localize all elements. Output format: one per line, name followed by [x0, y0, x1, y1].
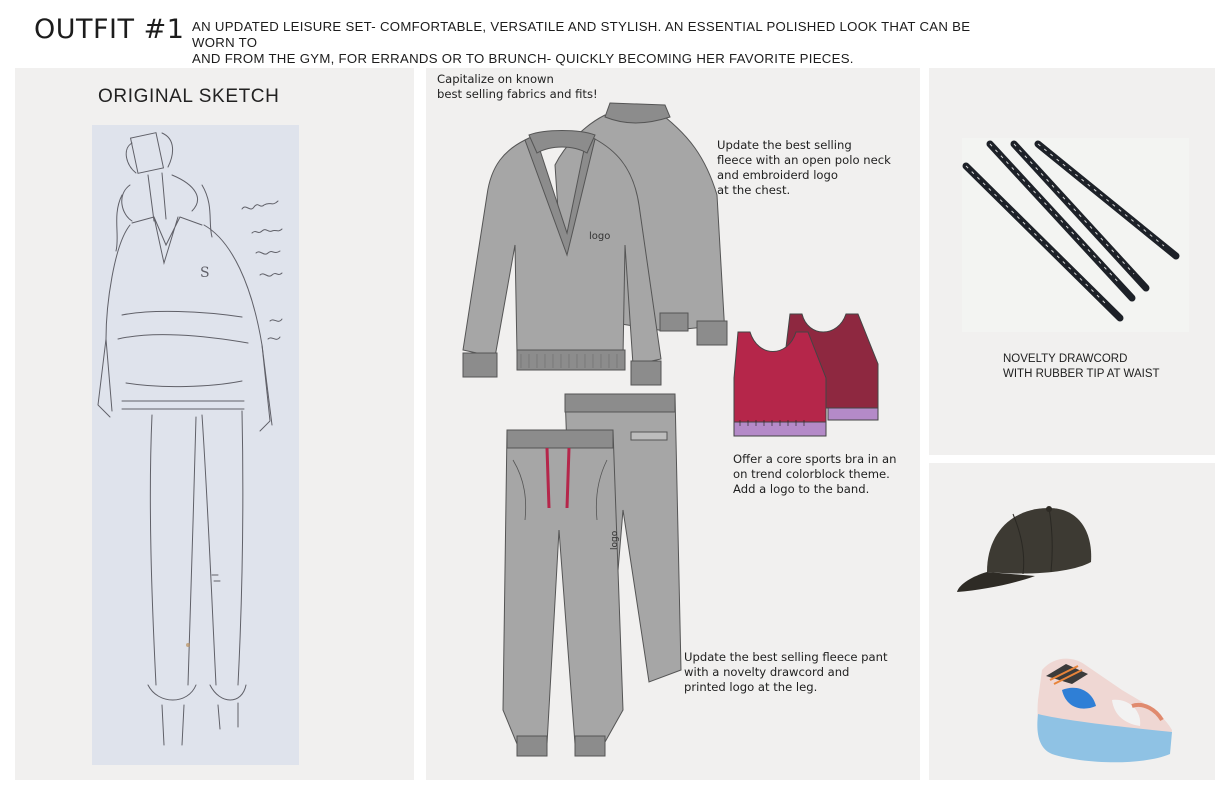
outfit-description — [192, 19, 1012, 67]
description-line-1: AN UPDATED LEISURE SET- COMFORTABLE, VERSATILE AND STYLISH. AN ESSENTIAL POLISHED LOOK THAT CAN BE WORN TO — [192, 19, 971, 50]
note-line: Add a logo to the band. — [733, 482, 870, 496]
sketch-title: ORIGINAL SKETCH — [98, 86, 280, 107]
description-line-2: AND FROM THE GYM, FOR ERRANDS OR TO BRUNCH- QUICKLY BECOMING HER FAVORITE PIECES. — [192, 51, 854, 66]
caption-line: WITH RUBBER TIP AT WAIST — [1003, 368, 1160, 380]
note-line: Capitalize on known — [437, 72, 554, 86]
svg-text:S: S — [200, 265, 210, 281]
note-line: printed logo at the leg. — [684, 680, 818, 694]
note-line: with a novelty drawcord and — [684, 665, 850, 679]
chest-logo-text: logo — [589, 231, 611, 242]
original-sketch-image — [92, 125, 299, 765]
note-line: best selling fabrics and fits! — [437, 87, 598, 101]
chunky-sneaker-image — [1032, 650, 1182, 768]
note-sports-bra — [733, 452, 896, 497]
leg-logo-text: logo — [610, 530, 620, 550]
sports-bra-flat — [732, 308, 884, 440]
caption-line: NOVELTY DRAWCORD — [1003, 353, 1128, 365]
note-line: Update the best selling fleece pant — [684, 650, 888, 664]
jogger-flat — [497, 390, 687, 760]
note-line: at the chest. — [717, 183, 791, 197]
note-line: and embroiderd logo — [717, 168, 838, 182]
drawcord-photo — [962, 138, 1189, 332]
sports-bra-front-view — [734, 332, 826, 436]
note-line: fleece with an open polo neck — [717, 153, 891, 167]
page-title: OUTFIT #1 — [34, 14, 185, 45]
note-line: on trend colorblock theme. — [733, 467, 890, 481]
baseball-cap-image — [953, 502, 1098, 606]
drawcord-caption — [1003, 352, 1160, 382]
note-line: Update the best selling — [717, 138, 852, 152]
note-fleece-top — [717, 138, 891, 198]
note-fleece-pant — [684, 650, 888, 695]
jogger-front-view — [503, 430, 623, 756]
sweatshirt-flat — [455, 95, 735, 390]
note-line: Offer a core sports bra in an — [733, 452, 897, 466]
